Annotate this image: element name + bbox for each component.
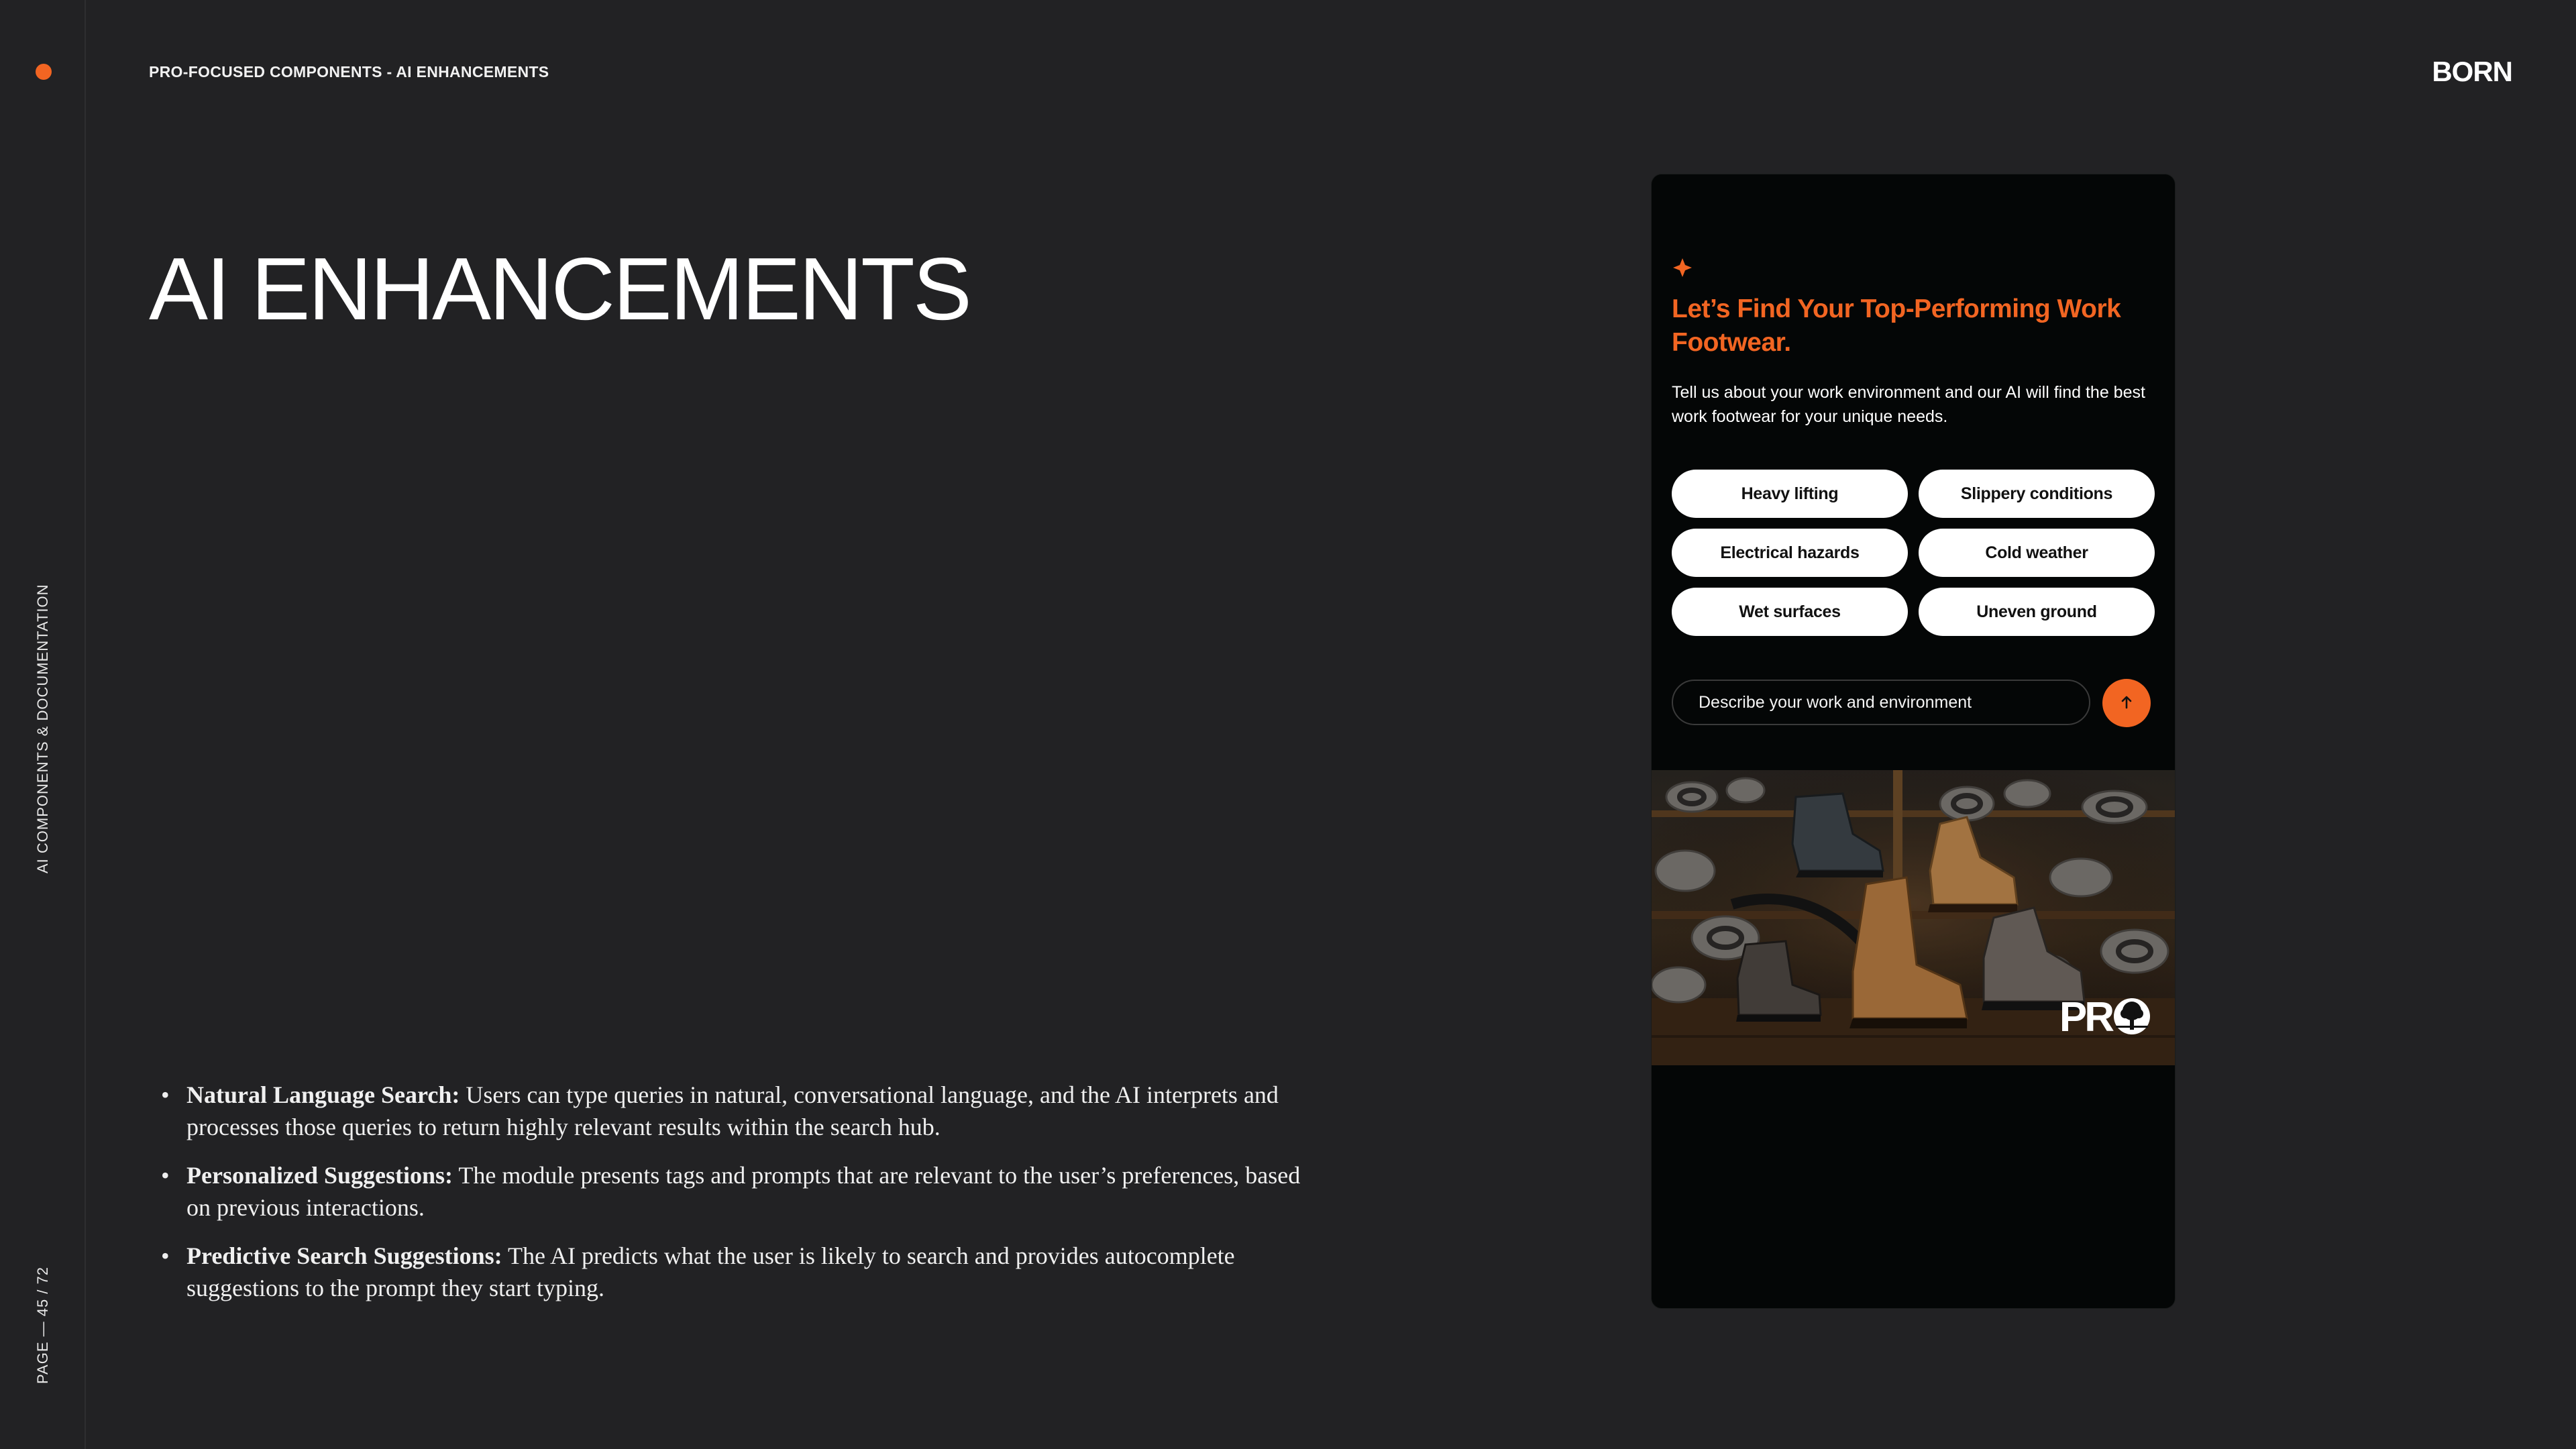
feature-description: The AI predicts what the user is likely to search and provides autocomplete suggestions to the prompt they start typing.: [186, 1242, 1235, 1301]
feature-term: Personalized Suggestions:: [186, 1162, 453, 1189]
section-label: AI COMPONENTS & DOCUMENTATION: [34, 584, 51, 873]
chip-uneven-ground[interactable]: Uneven ground: [1919, 588, 2155, 636]
feature-item: [161, 1240, 1301, 1304]
page-counter: PAGE — 45 / 72: [34, 1266, 51, 1384]
hero-image: [1652, 770, 2175, 1065]
mockup-subtext: Tell us about your work environment and our AI will find the best work footwear for your unique needs.: [1672, 383, 2145, 426]
left-rail: [0, 0, 86, 1449]
feature-item: [161, 1159, 1301, 1224]
feature-list: [161, 1079, 1301, 1320]
pro-logo: [2059, 996, 2152, 1039]
feature-term: Predictive Search Suggestions:: [186, 1242, 502, 1269]
breadcrumb: PRO-FOCUSED COMPONENTS - AI ENHANCEMENTS: [149, 63, 549, 80]
page-title: AI ENHANCEMENTS: [149, 239, 970, 338]
chip-electrical-hazards[interactable]: Electrical hazards: [1672, 529, 1908, 577]
send-button[interactable]: [2102, 679, 2151, 727]
feature-term: Natural Language Search:: [186, 1081, 460, 1108]
brand-logo: BORN: [2432, 56, 2512, 87]
tree-icon: [2112, 996, 2152, 1040]
arrow-up-icon: [2118, 694, 2135, 713]
mobile-mockup: [1651, 174, 2176, 1309]
chip-slippery-conditions[interactable]: Slippery conditions: [1919, 470, 2155, 518]
status-dot: [36, 64, 52, 80]
feature-item: [161, 1079, 1301, 1143]
prompt-row: [1672, 679, 2155, 729]
feature-description: Users can type queries in natural, conversational language, and the AI interprets and processes those queries to return highly relevant results within the search hub.: [186, 1081, 1279, 1140]
chip-heavy-lifting[interactable]: Heavy lifting: [1672, 470, 1908, 518]
feature-description: The module presents tags and prompts that are relevant to the user’s preferences, based on previous interactions.: [186, 1162, 1301, 1221]
mockup-headline: Let’s Find Your Top-Performing Work Footwear.: [1672, 294, 2121, 357]
chip-cold-weather[interactable]: Cold weather: [1919, 529, 2155, 577]
prompt-input[interactable]: [1672, 680, 2090, 725]
suggestion-chips: [1672, 470, 2155, 636]
pro-logo-text: PR: [2059, 994, 2112, 1040]
sparkle-icon: [1672, 257, 1693, 278]
chip-wet-surfaces[interactable]: Wet surfaces: [1672, 588, 1908, 636]
